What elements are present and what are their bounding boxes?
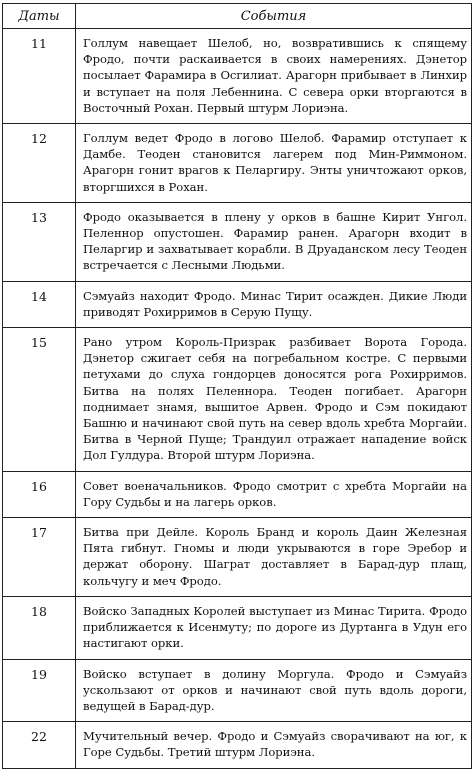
table-row bbox=[3, 659, 472, 722]
row-events: Фродо оказывается в плену у орков в башне Кирит Унгол. Пеленнор опустошен. Фарамир ранен. Арагорн входит в Пеларгир и захватывает корабли. В Друаданском лесу Теоден встречается с Лесными Людьми. bbox=[76, 202, 472, 281]
row-events: Рано утром Король-Призрак разбивает Ворота Города. Дэнетор сжигает себя на погребальном костре. С первыми петухами до слуха гондорцев доносятся рога Рохирримов. Битва на полях Пеленнора. Теоден погибает. Арагорн поднимает знамя, вышитое Арвен. Фродо и Сэм покидают Башню и начинают свой путь на север вдоль хребта Моргайи. Битва в Черной Пуще; Трандуил отражает нападение войск Дол Гулдура. Второй штурм Лориэна. bbox=[76, 328, 472, 472]
row-date: 22 bbox=[3, 722, 76, 768]
row-date: 14 bbox=[3, 281, 76, 327]
events-table bbox=[2, 3, 472, 769]
table-row bbox=[3, 328, 472, 472]
events-column-header: События bbox=[76, 4, 472, 29]
table-row bbox=[3, 518, 472, 597]
row-date: 12 bbox=[3, 124, 76, 203]
row-events: Совет военачальников. Фродо смотрит с хребта Моргайи на Гору Судьбы и на лагерь орков. bbox=[76, 471, 472, 517]
row-date: 15 bbox=[3, 328, 76, 472]
row-date: 19 bbox=[3, 659, 76, 722]
table-row bbox=[3, 124, 472, 203]
row-date: 18 bbox=[3, 596, 76, 659]
row-date: 16 bbox=[3, 471, 76, 517]
row-events: Мучительный вечер. Фродо и Сэмуайз сворачивают на юг, к Горе Судьбы. Третий штурм Лориэна. bbox=[76, 722, 472, 768]
row-events: Войско вступает в долину Моргула. Фродо и Сэмуайз ускользают от орков и начинают свой путь вдоль дороги, ведущей в Барад-дур. bbox=[76, 659, 472, 722]
table-row bbox=[3, 596, 472, 659]
table-row bbox=[3, 722, 472, 768]
dates-column-header: Даты bbox=[3, 4, 76, 29]
row-events: Голлум ведет Фродо в логово Шелоб. Фарамир отступает к Дамбе. Теоден становится лагерем под Мин-Риммоном. Арагорн гонит врагов к Пеларгиру. Энты уничтожают орков, вторгшихся в Рохан. bbox=[76, 124, 472, 203]
table-header-row bbox=[3, 4, 472, 29]
table-row bbox=[3, 202, 472, 281]
row-events: Голлум навещает Шелоб, но, возвратившись к спящему Фродо, почти раскаивается в своих намерениях. Дэнетор посылает Фарамира в Осгилиат. Арагорн прибывает в Линхир и вступает на поля Лебеннина. С севера орки вторгаются в Восточный Рохан. Первый штурм Лориэна. bbox=[76, 29, 472, 124]
row-date: 17 bbox=[3, 518, 76, 597]
row-events: Сэмуайз находит Фродо. Минас Тирит осажден. Дикие Люди приводят Рохирримов в Серую Пущу. bbox=[76, 281, 472, 327]
row-date: 11 bbox=[3, 29, 76, 124]
row-date: 13 bbox=[3, 202, 76, 281]
row-events: Битва при Дейле. Король Бранд и король Даин Железная Пята гибнут. Гномы и люди укрываются в горе Эребор и держат оборону. Шаграт доставляет в Барад-дур плащ, кольчугу и меч Фродо. bbox=[76, 518, 472, 597]
table-row bbox=[3, 471, 472, 517]
row-events: Войско Западных Королей выступает из Минас Тирита. Фродо приближается к Исенмуту; по дороге из Дуртанга в Удун его настигают орки. bbox=[76, 596, 472, 659]
table-row bbox=[3, 29, 472, 124]
table-row bbox=[3, 281, 472, 327]
